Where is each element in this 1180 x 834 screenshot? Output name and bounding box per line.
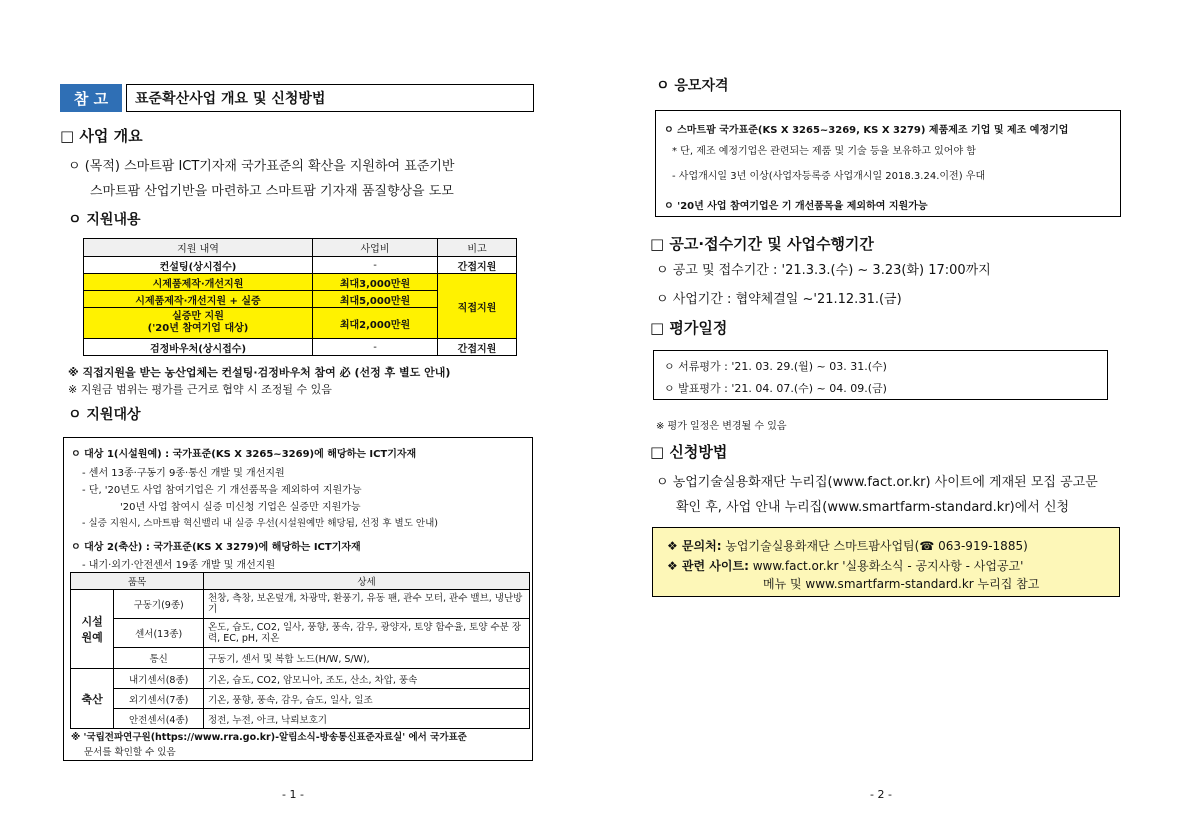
table-cell: 구동기, 센서 및 복합 노드(H/W, S/W), [204, 648, 530, 669]
related-site-label: ❖ 관련 사이트: [667, 559, 749, 573]
contact-box [652, 527, 1120, 597]
table-row [71, 709, 530, 729]
group-cell: 축산 [71, 669, 114, 729]
group-cell: 시설 원예 [71, 590, 114, 669]
contact-line-1 [667, 537, 1028, 554]
page-title: 표준확산사업 개요 및 신청방법 [135, 91, 326, 107]
purpose-line-1: ㅇ (목적) 스마트팜 ICT기자재 국가표준의 확산을 지원하여 표준기반 [68, 159, 455, 174]
table-header-cell: 비고 [438, 239, 517, 257]
support-target-heading: ㅇ 지원대상 [68, 407, 141, 423]
eligibility-line-4: ㅇ '20년 사업 참여기업은 기 개선품목을 제외하여 지원가능 [664, 201, 928, 212]
table-cell: 구동기(9종) [114, 590, 204, 619]
table-cell: 간접지원 [438, 339, 517, 356]
target-1-item: - 실증 지원시, 스마트팜 혁신밸리 내 실증 우선(시설원예만 해당됨, 선정 후 별도 안내) [82, 518, 438, 529]
related-site-text: www.fact.or.kr '실용화소식 - 공지사항 - 사업공고' [752, 559, 1024, 573]
page-number-2: - 2 - [870, 788, 892, 801]
table-cell: 최대3,000만원 [313, 274, 438, 291]
table-cell: 안전센서(4종) [114, 709, 204, 729]
table-cell: 외기센서(7종) [114, 689, 204, 709]
note-direct-support: ※ 직접지원을 받는 농산업체는 컨설팅·검정바우처 참여 必 (선정 후 별도 안내) [68, 366, 451, 379]
reference-badge-label: 참 고 [73, 89, 109, 108]
evaluation-line-2: ㅇ 발표평가 : '21. 04. 07.(수) ~ 04. 09.(금) [664, 382, 887, 395]
reference-badge [60, 84, 122, 112]
table-header-cell: 품목 [71, 573, 204, 590]
table-cell: 최대5,000만원 [313, 291, 438, 308]
table-row [71, 619, 530, 648]
table-row [71, 590, 530, 619]
target-footnote-line-2: 문서를 확인할 수 있음 [84, 747, 176, 758]
target-1-item: - 단, '20년도 사업 참여기업은 기 개선품목을 제외하여 지원가능 [82, 485, 362, 496]
contact-line-3: 메뉴 및 www.smartfarm-standard.kr 누리집 참고 [763, 577, 1040, 591]
table-header-row [84, 239, 517, 257]
target-table [70, 572, 530, 729]
eligibility-line-2: * 단, 제조 예정기업은 관련되는 제품 및 기술 등을 보유하고 있어야 함 [672, 146, 976, 157]
support-table [83, 238, 517, 356]
table-cell: - [313, 257, 438, 274]
table-row [84, 339, 517, 356]
table-cell: 검정바우처(상시접수) [84, 339, 313, 356]
table-cell: 직접지원 [438, 274, 517, 339]
target-1-title: ㅇ 대상 1(시설원예) : 국가표준(KS X 3265~3269)에 해당하는 ICT기자재 [71, 449, 417, 460]
section-overview-heading: □ 사업 개요 [60, 127, 143, 145]
contact-text: 농업기술실용화재단 스마트팜사업팀(☎ 063-919-1885) [725, 539, 1028, 553]
table-row [84, 257, 517, 274]
table-row [71, 689, 530, 709]
table-cell: 내기센서(8종) [114, 669, 204, 689]
page-number-1: - 1 - [282, 788, 304, 801]
target-2-title: ㅇ 대상 2(축산) : 국가표준(KS X 3279)에 해당하는 ICT기자재 [71, 542, 361, 553]
evaluation-note: ※ 평가 일정은 변경될 수 있음 [656, 421, 787, 432]
table-cell: 간접지원 [438, 257, 517, 274]
contact-label: ❖ 문의처: [667, 539, 722, 553]
table-cell: 시제품제작·개선지원 + 실증 [84, 291, 313, 308]
eligibility-box [655, 110, 1121, 217]
apply-line-1: ㅇ 농업기술실용화재단 누리집(www.fact.or.kr) 사이트에 게재된 모집 공고문 [656, 475, 1098, 490]
table-cell: 통신 [114, 648, 204, 669]
table-cell: 컨설팅(상시접수) [84, 257, 313, 274]
evaluation-box [653, 350, 1108, 400]
table-cell: 시제품제작·개선지원 [84, 274, 313, 291]
table-row [71, 648, 530, 669]
period-line-2: ㅇ 사업기간 : 협약체결일 ~'21.12.31.(금) [656, 292, 902, 307]
eligibility-heading: ㅇ 응모자격 [656, 78, 729, 94]
table-header-cell: 지원 내역 [84, 239, 313, 257]
section-apply-heading: □ 신청방법 [650, 443, 728, 461]
period-line-1: ㅇ 공고 및 접수기간 : '21.3.3.(수) ~ 3.23(화) 17:00까지 [656, 263, 991, 278]
table-cell: - [313, 339, 438, 356]
table-header-cell: 사업비 [313, 239, 438, 257]
table-cell: 기온, 습도, CO2, 암모니아, 조도, 산소, 차압, 풍속 [204, 669, 530, 689]
section-evaluation-heading: □ 평가일정 [650, 319, 728, 337]
table-cell: 천창, 측창, 보온덮개, 차광막, 환풍기, 유동 팬, 관수 모터, 관수 밸브, 냉난방기 [204, 590, 530, 619]
table-cell: 정전, 누전, 아크, 낙뢰보호기 [204, 709, 530, 729]
target-2-item: - 내기·외기·안전센서 19종 개발 및 개선지원 [82, 560, 276, 571]
table-cell: 온도, 습도, CO2, 일사, 풍향, 풍속, 감우, 광양자, 토양 함수율, 토양 수분 장력, EC, pH, 지온 [204, 619, 530, 648]
page-title-box [126, 84, 534, 112]
eligibility-line-1: ㅇ 스마트팜 국가표준(KS X 3265~3269, KS X 3279) 제품제조 기업 및 제조 예정기업 [664, 125, 1069, 136]
target-1-item: '20년 사업 참여시 실증 미신청 기업은 실증만 지원가능 [120, 502, 361, 513]
table-header-row [71, 573, 530, 590]
apply-line-2: 확인 후, 사업 안내 누리집(www.smartfarm-standard.kr)에서 신청 [676, 500, 1070, 515]
eligibility-line-3: - 사업개시일 3년 이상(사업자등록증 사업개시일 2018.3.24.이전) 우대 [672, 171, 986, 182]
table-cell: 센서(13종) [114, 619, 204, 648]
target-box [63, 437, 533, 761]
target-1-item: - 센서 13종·구동기 9종·통신 개발 및 개선지원 [82, 468, 285, 479]
page-2 [590, 0, 1180, 834]
table-cell: 실증만 지원 ('20년 참여기업 대상) [84, 308, 313, 339]
table-cell: 기온, 풍향, 풍속, 감우, 습도, 일사, 일조 [204, 689, 530, 709]
table-header-cell: 상세 [204, 573, 530, 590]
contact-line-2 [667, 557, 1023, 574]
purpose-line-2: 스마트팜 산업기반을 마련하고 스마트팜 기자재 품질향상을 도모 [90, 184, 454, 199]
evaluation-line-1: ㅇ 서류평가 : '21. 03. 29.(월) ~ 03. 31.(수) [664, 360, 887, 373]
note-support-range: ※ 지원금 범위는 평가를 근거로 협약 시 조정될 수 있음 [68, 383, 332, 396]
support-content-heading: ㅇ 지원내용 [68, 212, 141, 228]
section-period-heading: □ 공고·접수기간 및 사업수행기간 [650, 235, 874, 253]
table-row [84, 274, 517, 291]
table-row [71, 669, 530, 689]
table-cell: 최대2,000만원 [313, 308, 438, 339]
target-footnote-line-1: ※ '국립전파연구원(https://www.rra.go.kr)-알림소식-방송통신표준자료실' 에서 국가표준 [71, 732, 467, 743]
